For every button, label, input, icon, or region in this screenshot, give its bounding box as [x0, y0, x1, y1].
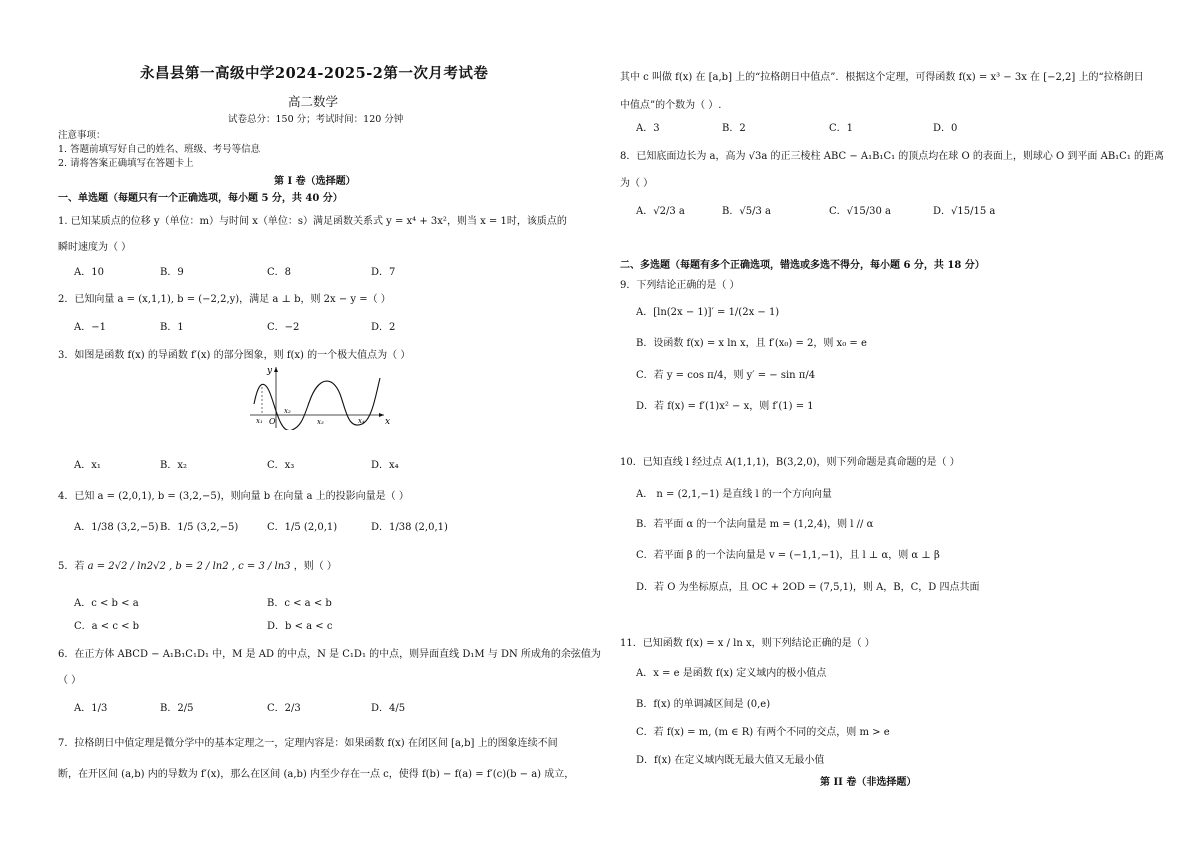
question-1-stem-cont: 瞬时速度为（ ） — [58, 242, 132, 253]
question-8-stem-cont: 为（ ） — [620, 178, 654, 189]
question-7-stem: 7．拉格朗日中值定理是微分学中的基本定理之一，定理内容是：如果函数 f(x) 在闭区间 [a,b] 上的图象连续不间 — [58, 738, 558, 749]
q10-option-d: D．若 O 为坐标原点，且 OC + 2OD = (7,5,1)，则 A，B，C，D 四点共面 — [636, 582, 980, 593]
section-single-choice: 一、单选题（每题只有一个正确选项，每小题 5 分，共 40 分） — [58, 193, 343, 204]
q2-option-b: B．1 — [160, 322, 184, 333]
q6-option-c: C．2/3 — [267, 703, 301, 714]
q5-prefix: 5．若 — [58, 561, 85, 572]
q4-option-c: C．1/5 (2,0,1) — [267, 522, 338, 533]
q6-option-a: A．1/3 — [74, 703, 108, 714]
q9-option-a: A．[ln(2x − 1)]′ = 1/(2x − 1) — [636, 307, 780, 318]
q1-option-d: D．7 — [371, 267, 396, 278]
graph-y-label: y — [267, 366, 273, 376]
graph-x-label: x — [385, 417, 390, 427]
q3-option-c: C．x₃ — [267, 460, 295, 471]
part-one-heading: 第 I 卷（选择题） — [274, 176, 356, 187]
question-7-stem-cont3: 中值点”的个数为（ ）. — [620, 100, 722, 111]
q2-option-d: D．2 — [371, 322, 396, 333]
question-11-stem: 11．已知函数 f(x) = x / ln x，则下列结论正确的是（ ） — [620, 638, 875, 649]
q5-option-c: C．a < c < b — [74, 621, 140, 632]
graph-x2-label: x₂ — [284, 407, 291, 415]
q5-option-d: D．b < a < c — [267, 621, 333, 632]
q2-option-c: C．−2 — [267, 322, 300, 333]
question-4-stem: 4．已知 a = (2,0,1), b = (3,2,−5)，则向量 b 在向量 a 上的投影向量是（ ） — [58, 491, 409, 502]
graph-x3-label: x₃ — [317, 418, 324, 426]
q1-option-c: C．8 — [267, 267, 292, 278]
note-item: 2. 请将答案正确填写在答题卡上 — [58, 158, 194, 169]
q6-option-b: B．2/5 — [160, 703, 194, 714]
q7-option-b: B．2 — [722, 123, 746, 134]
q9-option-d: D．若 f(x) = f′(1)x² − x，则 f′(1) = 1 — [636, 401, 814, 412]
q5-suffix: ，则（ ） — [293, 561, 337, 572]
q7-option-c: C．1 — [829, 123, 854, 134]
exam-meta: 试卷总分：150 分；考试时间：120 分钟 — [228, 114, 404, 125]
q4-option-d: D．1/38 (2,0,1) — [371, 522, 448, 533]
question-9-stem: 9．下列结论正确的是（ ） — [620, 280, 740, 291]
q6-option-d: D．4/5 — [371, 703, 406, 714]
question-2-stem: 2．已知向量 a = (x,1,1), b = (−2,2,y)，满足 a ⊥ b，则 2x − y =（ ） — [58, 294, 391, 305]
q5-option-a: A．c < b < a — [74, 598, 139, 609]
q5-expression: a = 2√2 / ln2√2 , b = 2 / ln2 , c = 3 / ln3 — [87, 561, 291, 572]
graph-y-arrow — [274, 367, 278, 372]
question-7-stem-cont: 断，在开区间 (a,b) 内的导数为 f′(x)，那么在区间 (a,b) 内至少存在一点 c，使得 f(b) − f(a) = f′(c)(b − a) 成立， — [58, 769, 575, 780]
q2-option-a: A．−1 — [74, 322, 106, 333]
question-1-stem: 1. 已知某质点的位移 y（单位：m）与时间 x（单位：s）满足函数关系式 y = x⁴ + 3x²，则当 x = 1时，该质点的 — [58, 216, 567, 227]
graph-x1-label: x₁ — [256, 417, 263, 425]
q5-option-b: B．c < a < b — [267, 598, 332, 609]
derivative-graph — [248, 364, 390, 430]
q3-option-a: A．x₁ — [74, 460, 101, 471]
question-7-stem-cont2: 其中 c 叫做 f(x) 在 [a,b] 上的“拉格朗日中值点”．根据这个定理，可得函数 f(x) = x³ − 3x 在 [−2,2] 上的“拉格朗日 — [620, 72, 1144, 83]
part-two-heading: 第 II 卷（非选择题） — [820, 777, 917, 788]
q7-option-a: A．3 — [636, 123, 660, 134]
q8-option-a: A．√2/3 a — [636, 206, 685, 217]
q10-option-b: B．若平面 α 的一个法向量是 m = (1,2,4)，则 l // α — [636, 519, 874, 530]
graph-x-arrow — [379, 413, 384, 417]
question-8-stem: 8．已知底面边长为 a，高为 √3a 的正三棱柱 ABC − A₁B₁C₁ 的顶点均在球 O 的表面上，则球心 O 到平面 AB₁C₁ 的距离 — [620, 151, 1165, 162]
question-5-stem — [58, 557, 337, 572]
question-6-stem: 6．在正方体 ABCD − A₁B₁C₁D₁ 中，M 是 AD 的中点，N 是 C₁D₁ 的中点，则异面直线 D₁M 与 DN 所成角的余弦值为 — [58, 649, 601, 660]
notes-heading: 注意事项： — [58, 130, 106, 141]
q11-option-a: A．x = e 是函数 f(x) 定义域内的极小值点 — [636, 668, 827, 679]
q4-option-b: B．1/5 (3,2,−5) — [160, 522, 239, 533]
section-multiple-choice: 二、多选题（每题有多个正确选项，错选或多选不得分，每小题 6 分，共 18 分） — [620, 260, 985, 271]
q7-option-d: D．0 — [933, 123, 958, 134]
exam-subject: 高二数学 — [288, 94, 339, 109]
q1-option-b: B．9 — [160, 267, 184, 278]
q8-option-c: C．√15/30 a — [829, 206, 891, 217]
q1-option-a: A．10 — [74, 267, 104, 278]
graph-origin-label: O — [269, 417, 276, 426]
q10-option-a: A． n = (2,1,−1) 是直线 l 的一个方向向量 — [636, 489, 832, 500]
q3-option-d: D．x₄ — [371, 460, 399, 471]
question-6-stem-cont: （ ） — [58, 675, 82, 686]
q8-option-d: D．√15/15 a — [933, 206, 996, 217]
q10-option-c: C．若平面 β 的一个法向量是 v = (−1,1,−1)，且 l ⊥ α，则 α ⊥ β — [636, 550, 940, 561]
q8-option-b: B．√5/3 a — [722, 206, 771, 217]
q3-option-b: B．x₂ — [160, 460, 187, 471]
note-item: 1. 答题前填写好自己的姓名、班级、考号等信息 — [58, 144, 261, 155]
graph-x4-label: x₄ — [358, 417, 365, 425]
q9-option-b: B．设函数 f(x) = x ln x，且 f′(x₀) = 2，则 x₀ = e — [636, 338, 867, 349]
exam-title: 永昌县第一高级中学2024-2025-2第一次月考试卷 — [140, 65, 489, 82]
question-3-stem: 3．如图是函数 f(x) 的导函数 f′(x) 的部分图象，则 f(x) 的一个极大值点为（ ） — [58, 350, 411, 361]
q11-option-c: C．若 f(x) = m, (m ∈ R) 有两个不同的交点，则 m > e — [636, 727, 890, 738]
q11-option-d: D．f(x) 在定义域内既无最大值又无最小值 — [636, 755, 825, 766]
q4-option-a: A．1/38 (3,2,−5) — [74, 522, 159, 533]
q9-option-c: C．若 y = cos π/4，则 y′ = − sin π/4 — [636, 370, 816, 381]
question-10-stem: 10．已知直线 l 经过点 A(1,1,1)，B(3,2,0)，则下列命题是真命题的是（ ） — [620, 457, 960, 468]
q11-option-b: B．f(x) 的单调减区间是 (0,e) — [636, 699, 771, 710]
